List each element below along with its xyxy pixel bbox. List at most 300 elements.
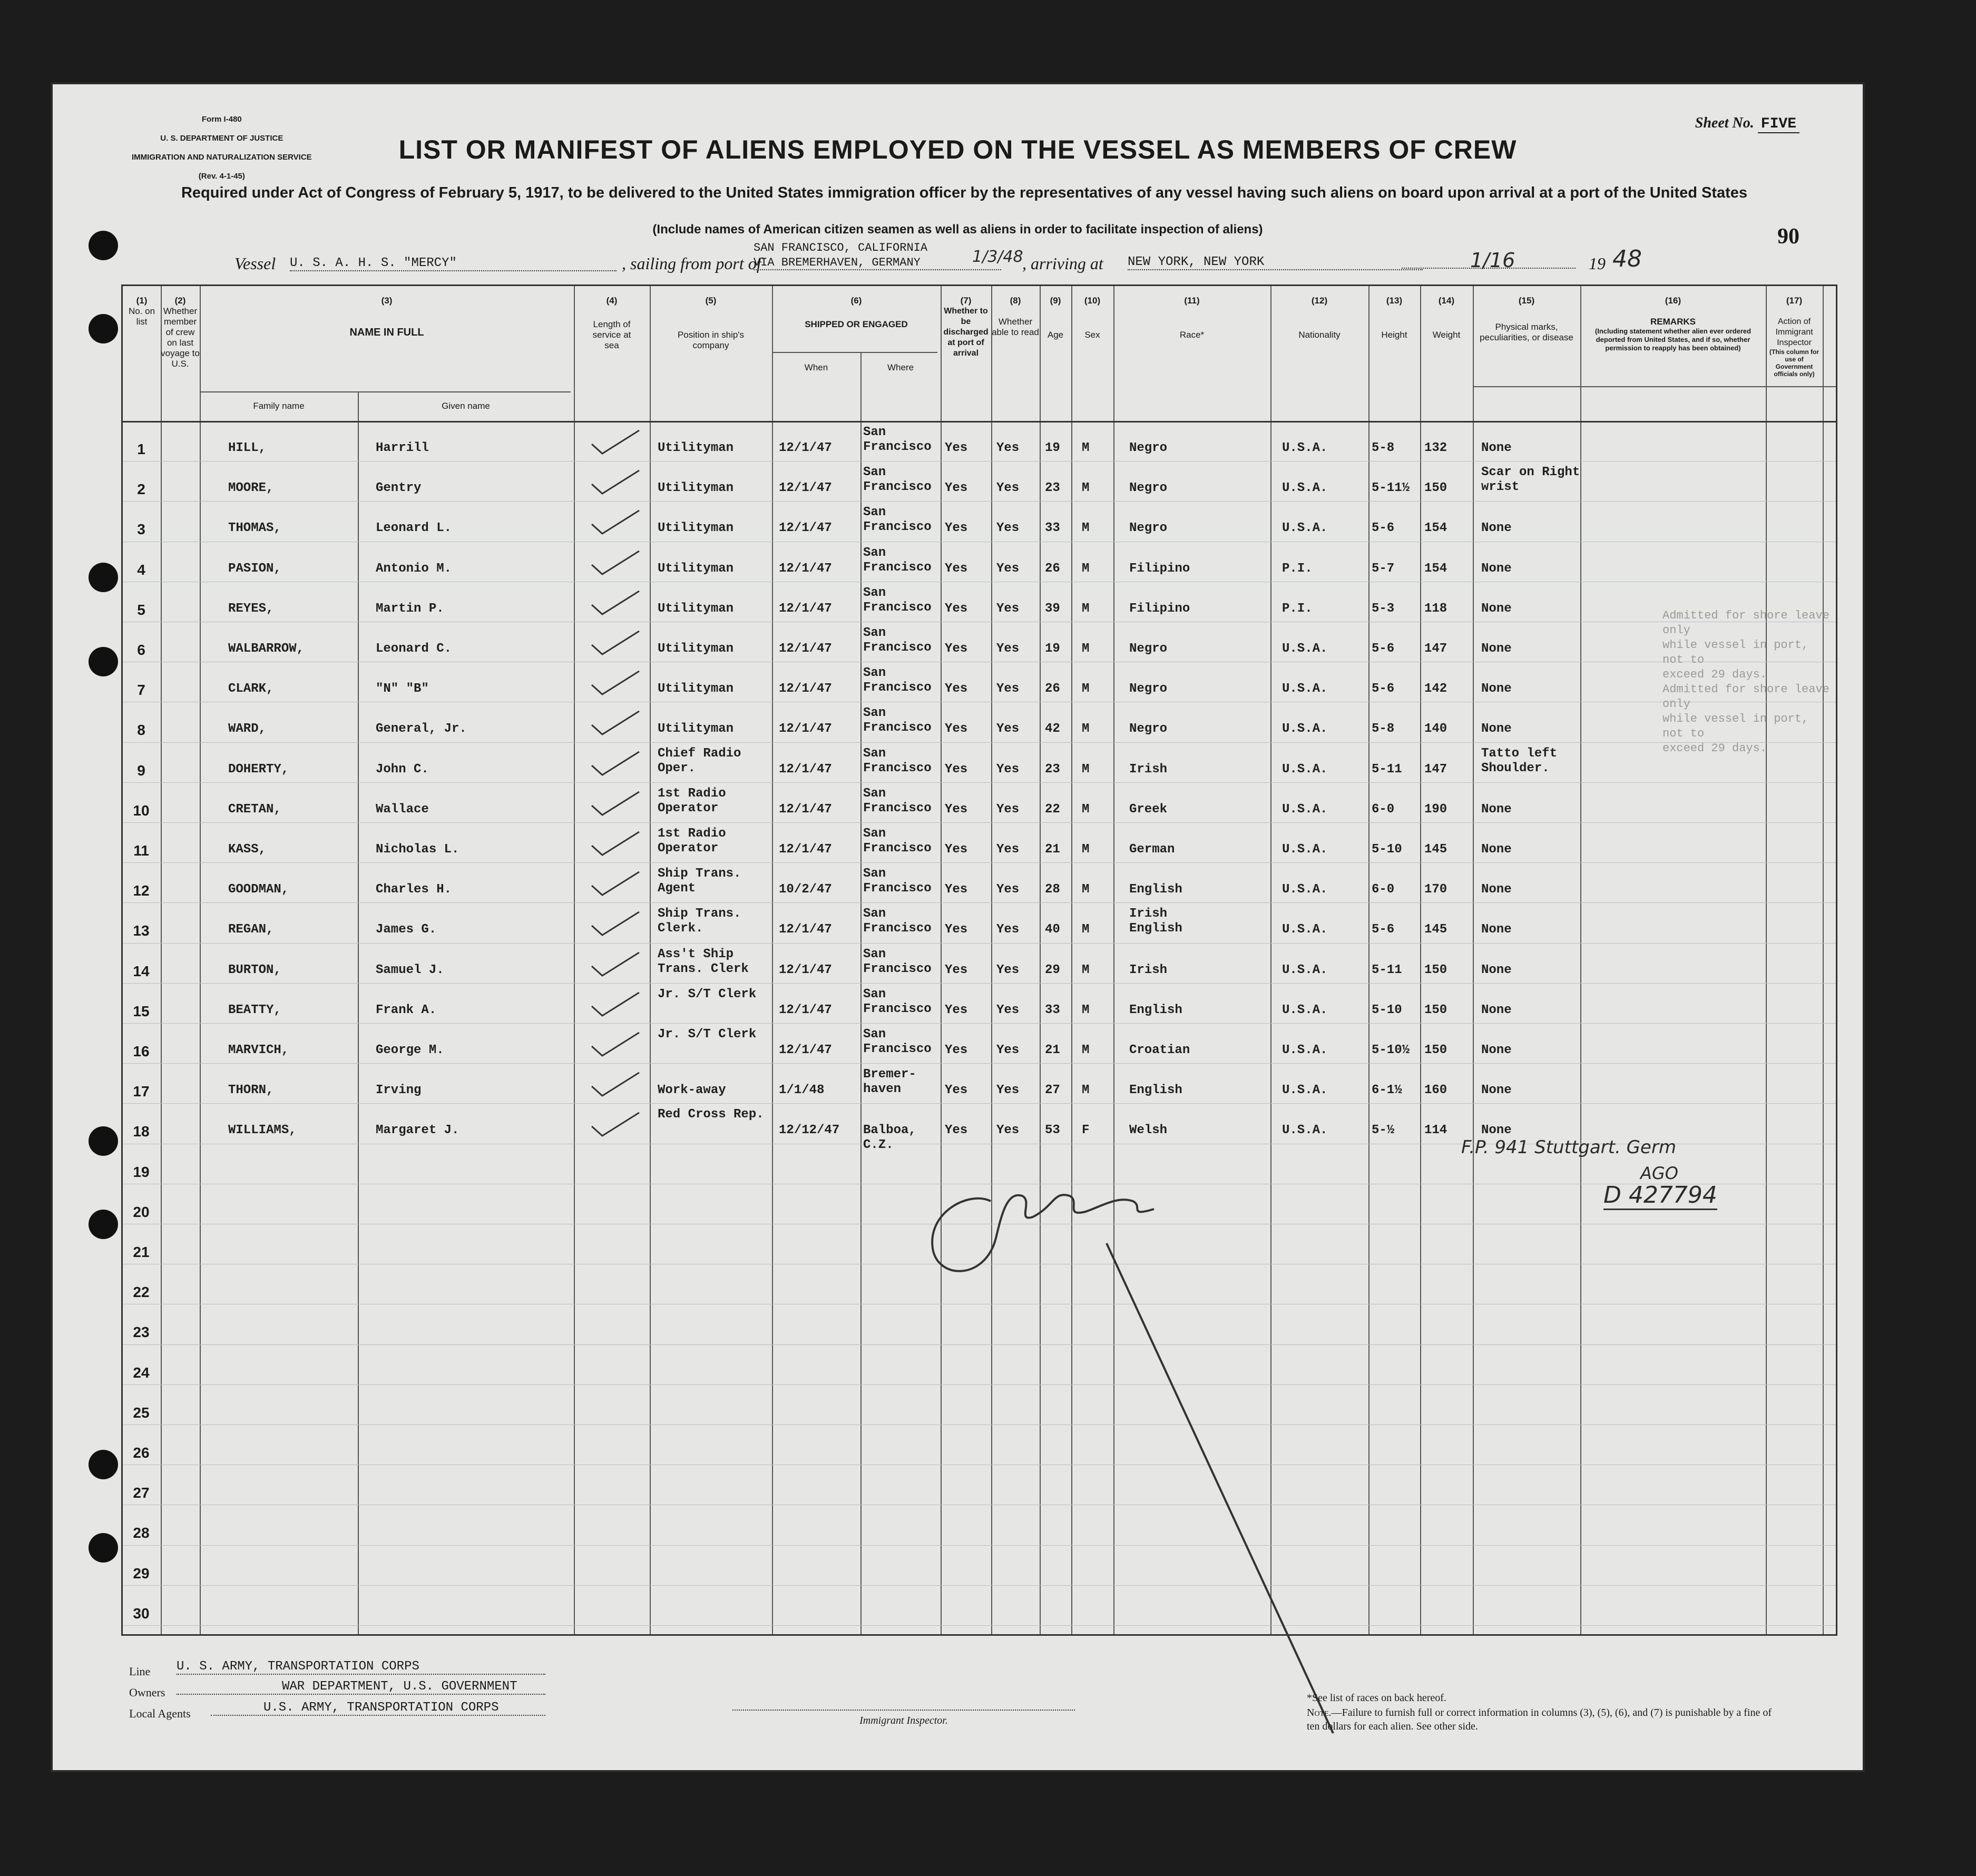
cell-read: Yes xyxy=(996,802,1020,817)
col14-number: (14) xyxy=(1438,296,1455,306)
arriving-port: NEW YORK, NEW YORK xyxy=(1128,255,1423,270)
row-number: 28 xyxy=(133,1525,150,1541)
cell-position: Jr. S/T Clerk xyxy=(658,987,757,1001)
row-number: 2 xyxy=(137,481,145,498)
cell-nationality: U.S.A. xyxy=(1282,842,1328,857)
cell-marks: None xyxy=(1481,1043,1512,1057)
col8-header: Whether able to read xyxy=(992,317,1039,337)
col8-number: (8) xyxy=(1010,296,1021,306)
cell-position: 1st Radio Operator xyxy=(658,786,726,816)
cell-sex: M xyxy=(1082,1043,1090,1057)
cell-position: Chief Radio Oper. xyxy=(658,746,741,775)
col17-number: (17) xyxy=(1786,296,1803,306)
cell-height: 6-1½ xyxy=(1372,1083,1402,1098)
row-number: 1 xyxy=(137,441,145,457)
col12-header: Nationality xyxy=(1298,330,1341,340)
cell-family: REYES, xyxy=(228,601,274,616)
cell-age: 21 xyxy=(1045,1043,1060,1057)
cell-given: Wallace xyxy=(376,802,429,817)
cell-position: Jr. S/T Clerk xyxy=(658,1027,757,1042)
inspector-label: Immigrant Inspector. xyxy=(859,1715,948,1726)
cell-weight: 145 xyxy=(1424,922,1447,937)
check-mark-icon xyxy=(586,950,644,977)
col7-number: (7) xyxy=(960,296,972,306)
cell-given: Samuel J. xyxy=(376,962,444,977)
check-mark-icon xyxy=(586,830,644,856)
cell-race: Croatian xyxy=(1129,1043,1190,1057)
cell-read: Yes xyxy=(996,1043,1020,1057)
cell-sex: M xyxy=(1082,722,1090,736)
stamp-line-1-repeat: Admitted for shore leave only xyxy=(1662,683,1830,711)
row-number: 12 xyxy=(133,882,150,899)
check-mark-icon xyxy=(586,750,644,776)
cell-position: Utilityman xyxy=(658,642,734,656)
row-number: 9 xyxy=(137,762,145,779)
arrival-date: 1/16 xyxy=(1470,249,1515,272)
cell-where: San Francisco xyxy=(863,987,932,1016)
cell-read: Yes xyxy=(996,762,1020,777)
cell-read: Yes xyxy=(996,962,1020,977)
cell-sex: M xyxy=(1082,762,1090,777)
cell-disch: Yes xyxy=(945,561,968,576)
cell-nationality: U.S.A. xyxy=(1282,441,1328,455)
col10-header: Sex xyxy=(1084,330,1100,340)
cell-when: 12/1/47 xyxy=(779,1043,832,1057)
line-value: U. S. ARMY, TRANSPORTATION CORPS xyxy=(177,1659,545,1675)
cell-when: 12/1/47 xyxy=(779,762,832,777)
cell-position: Utilityman xyxy=(658,441,734,455)
check-mark-icon xyxy=(586,589,644,615)
cell-nationality: U.S.A. xyxy=(1282,1123,1328,1138)
cell-race: English xyxy=(1129,1003,1182,1017)
cell-where: San Francisco xyxy=(863,585,932,615)
punch-hole xyxy=(89,1210,118,1239)
remarks-handwritten-ago: AGO xyxy=(1640,1163,1678,1183)
cell-read: Yes xyxy=(996,922,1020,937)
cell-age: 22 xyxy=(1045,802,1060,817)
penalty-note xyxy=(1307,1706,1781,1733)
cell-race: Negro xyxy=(1129,441,1168,455)
cell-nationality: U.S.A. xyxy=(1282,481,1328,496)
col9-header: Age xyxy=(1047,330,1064,340)
cell-height: 5-½ xyxy=(1372,1123,1395,1138)
col3-header: NAME IN FULL xyxy=(349,327,424,338)
cell-marks: None xyxy=(1481,802,1512,817)
cell-position: Utilityman xyxy=(658,722,734,736)
col15-header: Physical marks, peculiarities, or disease xyxy=(1480,322,1573,342)
cell-race: German xyxy=(1129,842,1175,857)
cell-when: 12/1/47 xyxy=(779,1003,832,1017)
cell-disch: Yes xyxy=(945,1043,968,1057)
col13-header: Height xyxy=(1381,330,1407,340)
cell-given: John C. xyxy=(376,762,429,777)
cell-race: Welsh xyxy=(1129,1123,1168,1138)
check-mark-icon xyxy=(586,709,644,735)
punch-hole xyxy=(89,1533,118,1563)
cell-family: CRETAN, xyxy=(228,802,281,817)
cell-disch: Yes xyxy=(945,842,968,857)
cell-age: 23 xyxy=(1045,481,1060,496)
stamp-line-3: exceed 29 days. xyxy=(1662,668,1767,681)
cell-when: 12/1/47 xyxy=(779,962,832,977)
cell-given: Leonard C. xyxy=(376,642,452,656)
punch-hole xyxy=(89,563,118,592)
cell-height: 5-6 xyxy=(1372,521,1395,536)
cell-marks: None xyxy=(1481,642,1512,656)
local-agents-value: U.S. ARMY, TRANSPORTATION CORPS xyxy=(211,1701,545,1716)
cell-when: 12/1/47 xyxy=(779,642,832,656)
cell-age: 26 xyxy=(1045,682,1060,696)
races-note: *See list of races on back hereof. xyxy=(1307,1692,1446,1704)
row-number: 19 xyxy=(133,1163,150,1180)
cell-nationality: U.S.A. xyxy=(1282,962,1328,977)
cell-read: Yes xyxy=(996,441,1020,455)
inspector-signature xyxy=(896,1159,1423,1739)
col17-header: Action of Immigrant Inspector xyxy=(1775,317,1813,347)
cell-family: BURTON, xyxy=(228,962,281,977)
cell-when: 12/1/47 xyxy=(779,441,832,455)
cell-height: 5-10 xyxy=(1372,842,1402,857)
cell-height: 6-0 xyxy=(1372,882,1395,897)
cell-weight: 142 xyxy=(1424,682,1447,696)
sheet-number xyxy=(1695,115,1799,132)
check-mark-icon xyxy=(586,1111,644,1137)
cell-disch: Yes xyxy=(945,601,968,616)
cell-weight: 154 xyxy=(1424,561,1447,576)
cell-given: Leonard L. xyxy=(376,521,452,536)
cell-read: Yes xyxy=(996,1083,1020,1098)
cell-age: 27 xyxy=(1045,1083,1060,1098)
col11-header: Race* xyxy=(1179,330,1205,340)
cell-when: 12/1/47 xyxy=(779,922,832,937)
cell-position: Utilityman xyxy=(658,521,734,536)
cell-read: Yes xyxy=(996,601,1020,616)
col1-number: (1) xyxy=(136,296,148,306)
cell-when: 12/12/47 xyxy=(779,1123,840,1138)
cell-disch: Yes xyxy=(945,1083,968,1098)
col9-number: (9) xyxy=(1050,296,1061,306)
cell-sex: M xyxy=(1082,682,1090,696)
inspector-line xyxy=(732,1710,1075,1711)
cell-position: Utilityman xyxy=(658,682,734,696)
page-number: 90 xyxy=(1777,224,1799,249)
cell-marks: Tatto left Shoulder. xyxy=(1481,746,1558,775)
port-line-2: VIA BREMERHAVEN, GERMANY xyxy=(754,256,1001,270)
cell-race: Filipino xyxy=(1129,601,1190,616)
col3-number: (3) xyxy=(381,296,393,306)
cell-age: 28 xyxy=(1045,882,1060,897)
row-number: 10 xyxy=(133,802,150,819)
cell-sex: M xyxy=(1082,802,1090,817)
stamp-line-3-repeat: exceed 29 days. xyxy=(1662,742,1767,755)
row-number: 3 xyxy=(137,521,145,538)
row-number: 20 xyxy=(133,1203,150,1220)
punch-hole xyxy=(89,1450,118,1479)
cell-position: Work-away xyxy=(658,1083,726,1098)
sheet-value: FIVE xyxy=(1758,116,1799,133)
row-number: 18 xyxy=(133,1123,150,1140)
cell-position: Ship Trans. Agent xyxy=(658,867,741,896)
cell-marks: None xyxy=(1481,441,1512,455)
cell-weight: 150 xyxy=(1424,1043,1447,1057)
row-number: 26 xyxy=(133,1445,150,1461)
sailing-label: , sailing from port of xyxy=(622,254,761,273)
cell-marks: None xyxy=(1481,1123,1512,1138)
check-mark-icon xyxy=(586,629,644,655)
check-mark-icon xyxy=(586,508,644,535)
col13-number: (13) xyxy=(1386,296,1403,306)
cell-disch: Yes xyxy=(945,802,968,817)
col5-number: (5) xyxy=(705,296,717,306)
arriving-label: , arriving at xyxy=(1022,254,1103,273)
cell-race: Irish English xyxy=(1129,907,1182,936)
row-number: 11 xyxy=(133,842,149,859)
cell-height: 5-3 xyxy=(1372,601,1395,616)
cell-race: Greek xyxy=(1129,802,1168,817)
cell-where: San Francisco xyxy=(863,465,932,495)
col4-header: Length of service at sea xyxy=(592,319,631,350)
cell-where: San Francisco xyxy=(863,786,932,816)
row-number: 8 xyxy=(137,722,145,739)
remarks-handwritten-id: D 427794 xyxy=(1603,1182,1717,1210)
check-mark-icon xyxy=(586,910,644,936)
cell-position: Utilityman xyxy=(658,481,734,496)
col2-header: Whether member of crew on last voyage to U.S. xyxy=(161,306,200,369)
cell-given: Margaret J. xyxy=(376,1123,459,1138)
col12-number: (12) xyxy=(1311,296,1328,306)
row-number: 4 xyxy=(137,561,145,578)
col14-header: Weight xyxy=(1432,330,1461,340)
cell-race: Negro xyxy=(1129,722,1168,736)
cell-age: 26 xyxy=(1045,561,1060,576)
cell-nationality: U.S.A. xyxy=(1282,722,1328,736)
col6-when-header: When xyxy=(804,362,828,372)
punch-hole xyxy=(89,231,118,260)
cell-weight: 170 xyxy=(1424,882,1447,897)
cell-marks: None xyxy=(1481,561,1512,576)
row-number: 16 xyxy=(133,1043,150,1059)
cell-position: Ship Trans. Clerk. xyxy=(658,907,741,936)
col3-family-header: Family name xyxy=(253,401,305,411)
cell-sex: M xyxy=(1082,481,1090,496)
col6-header: SHIPPED OR ENGAGED xyxy=(805,319,908,329)
requirement-text: Required under Act of Congress of February 5, 1917, to be delivered to the United States immigration officer by the representatives of any vessel having such aliens on board upon arrival at a port of the United States xyxy=(181,184,1748,201)
cell-disch: Yes xyxy=(945,642,968,656)
cell-race: Negro xyxy=(1129,682,1168,696)
row-number: 30 xyxy=(133,1605,150,1622)
row-number: 15 xyxy=(133,1003,150,1019)
form-number: Form I-480 xyxy=(201,115,242,124)
cell-when: 12/1/47 xyxy=(779,802,832,817)
row-number: 29 xyxy=(133,1565,150,1582)
cell-family: DOHERTY, xyxy=(228,762,289,777)
cell-sex: M xyxy=(1082,642,1090,656)
cell-given: Charles H. xyxy=(376,882,452,897)
row-number: 14 xyxy=(133,962,150,979)
cell-weight: 190 xyxy=(1424,802,1447,817)
cell-age: 19 xyxy=(1045,441,1060,455)
note-text: —Failure to furnish full or correct information in columns (3), (5), (6), and (7) is punishable by a fine of ten dollars for each alien. See other side. xyxy=(1307,1707,1772,1732)
cell-race: English xyxy=(1129,1083,1182,1098)
sailing-date: 1/3/48 xyxy=(972,248,1023,266)
cell-sex: M xyxy=(1082,962,1090,977)
col6-number: (6) xyxy=(850,296,862,306)
cell-marks: None xyxy=(1481,722,1512,736)
check-mark-icon xyxy=(586,428,644,455)
col1-header: No. on list xyxy=(128,306,155,327)
cell-where: San Francisco xyxy=(863,425,932,454)
cell-family: MARVICH, xyxy=(228,1043,289,1057)
cell-weight: 118 xyxy=(1424,601,1447,616)
cell-family: WILLIAMS, xyxy=(228,1123,297,1138)
cell-position: Ass't Ship Trans. Clerk xyxy=(658,947,749,976)
cell-race: Negro xyxy=(1129,481,1168,496)
cell-nationality: U.S.A. xyxy=(1282,1003,1328,1017)
row-number: 22 xyxy=(133,1284,150,1301)
cell-disch: Yes xyxy=(945,1123,968,1138)
cell-position: Utilityman xyxy=(658,561,734,576)
sheet-label: Sheet No. xyxy=(1695,115,1754,131)
col4-number: (4) xyxy=(606,296,618,306)
stamp-line-1: Admitted for shore leave only xyxy=(1662,609,1830,637)
cell-age: 29 xyxy=(1045,962,1060,977)
cell-age: 53 xyxy=(1045,1123,1060,1138)
cell-disch: Yes xyxy=(945,722,968,736)
cell-when: 12/1/47 xyxy=(779,682,832,696)
cell-nationality: U.S.A. xyxy=(1282,682,1328,696)
cell-sex: M xyxy=(1082,601,1090,616)
vessel-label: Vessel xyxy=(234,254,276,273)
cell-family: HILL, xyxy=(228,441,267,455)
cell-family: KASS, xyxy=(228,842,267,857)
cell-where: Balboa, C.Z. xyxy=(863,1123,916,1153)
cell-nationality: P.I. xyxy=(1282,601,1313,616)
cell-height: 5-6 xyxy=(1372,682,1395,696)
cell-age: 23 xyxy=(1045,762,1060,777)
cell-where: San Francisco xyxy=(863,827,932,856)
include-note: (Include names of American citizen seamen as well as aliens in order to facilitate inspection of aliens) xyxy=(652,222,1263,237)
cell-nationality: U.S.A. xyxy=(1282,802,1328,817)
cell-height: 6-0 xyxy=(1372,802,1395,817)
col16-number: (16) xyxy=(1665,296,1681,306)
line-label: Line xyxy=(129,1665,151,1678)
cell-age: 40 xyxy=(1045,922,1060,937)
cell-where: San Francisco xyxy=(863,947,932,976)
row-number: 7 xyxy=(137,682,145,699)
cell-read: Yes xyxy=(996,842,1020,857)
cell-given: Martin P. xyxy=(376,601,444,616)
cell-weight: 150 xyxy=(1424,1003,1447,1017)
cell-where: San Francisco xyxy=(863,706,932,735)
check-mark-icon xyxy=(586,1070,644,1097)
cell-marks: None xyxy=(1481,1083,1512,1098)
cell-given: Antonio M. xyxy=(376,561,452,576)
cell-family: GOODMAN, xyxy=(228,882,289,897)
col10-number: (10) xyxy=(1084,296,1101,306)
cell-family: WALBARROW, xyxy=(228,642,305,656)
cell-read: Yes xyxy=(996,642,1020,656)
col5-header: Position in ship's company xyxy=(677,330,745,350)
cell-height: 5-6 xyxy=(1372,642,1395,656)
cell-given: Gentry xyxy=(376,481,422,496)
year-prefix: 19 xyxy=(1589,254,1606,273)
cell-sex: M xyxy=(1082,521,1090,536)
revision: (Rev. 4-1-45) xyxy=(198,172,245,181)
cell-marks: Scar on Right wrist xyxy=(1481,465,1580,495)
col2-number: (2) xyxy=(174,296,186,306)
cell-race: Irish xyxy=(1129,962,1168,977)
cell-age: 33 xyxy=(1045,1003,1060,1017)
cell-race: Negro xyxy=(1129,642,1168,656)
row-number: 25 xyxy=(133,1404,150,1421)
remarks-stamp xyxy=(1662,608,1836,756)
page-title: LIST OR MANIFEST OF ALIENS EMPLOYED ON THE VESSEL AS MEMBERS OF CREW xyxy=(398,135,1517,164)
row-number: 5 xyxy=(137,601,145,618)
col6-where-header: Where xyxy=(887,362,914,372)
cell-height: 5-11 xyxy=(1372,762,1402,777)
cell-disch: Yes xyxy=(945,1003,968,1017)
cell-sex: M xyxy=(1082,1083,1090,1098)
punch-hole xyxy=(89,647,118,676)
cell-where: San Francisco xyxy=(863,746,932,775)
cell-disch: Yes xyxy=(945,682,968,696)
cell-nationality: P.I. xyxy=(1282,561,1313,576)
row-number: 27 xyxy=(133,1485,150,1501)
cell-marks: None xyxy=(1481,882,1512,897)
remarks-handwritten-fp: F.P. 941 Stuttgart. Germ xyxy=(1461,1137,1676,1158)
cell-read: Yes xyxy=(996,561,1020,576)
cell-family: BEATTY, xyxy=(228,1003,281,1017)
cell-when: 10/2/47 xyxy=(779,882,832,897)
cell-when: 12/1/47 xyxy=(779,481,832,496)
cell-where: San Francisco xyxy=(863,907,932,936)
cell-nationality: U.S.A. xyxy=(1282,1043,1328,1057)
cell-nationality: U.S.A. xyxy=(1282,762,1328,777)
cell-weight: 147 xyxy=(1424,762,1447,777)
cell-family: THORN, xyxy=(228,1083,274,1098)
cell-height: 5-10½ xyxy=(1372,1043,1410,1057)
cell-weight: 145 xyxy=(1424,842,1447,857)
note-label: Note. xyxy=(1307,1707,1332,1718)
cell-given: Frank A. xyxy=(376,1003,437,1017)
row-number: 21 xyxy=(133,1244,150,1260)
manifest-sheet xyxy=(53,84,1863,1770)
cell-height: 5-8 xyxy=(1372,441,1395,455)
row-number: 17 xyxy=(133,1083,150,1100)
col11-number: (11) xyxy=(1184,296,1200,306)
cell-race: English xyxy=(1129,882,1182,897)
punch-hole xyxy=(89,1126,118,1156)
cell-read: Yes xyxy=(996,521,1020,536)
cell-when: 12/1/47 xyxy=(779,561,832,576)
cell-family: MOORE, xyxy=(228,481,274,496)
cell-marks: None xyxy=(1481,601,1512,616)
check-mark-icon xyxy=(586,1030,644,1057)
cell-nationality: U.S.A. xyxy=(1282,642,1328,656)
cell-disch: Yes xyxy=(945,481,968,496)
cell-where: San Francisco xyxy=(863,545,932,575)
cell-marks: None xyxy=(1481,922,1512,937)
cell-read: Yes xyxy=(996,1003,1020,1017)
cell-nationality: U.S.A. xyxy=(1282,521,1328,536)
cell-height: 5-11½ xyxy=(1372,481,1410,496)
cell-sex: M xyxy=(1082,922,1090,937)
check-mark-icon xyxy=(586,990,644,1017)
cell-where: San Francisco xyxy=(863,1027,932,1056)
cell-given: Nicholas L. xyxy=(376,842,459,857)
cell-disch: Yes xyxy=(945,962,968,977)
col3-given-header: Given name xyxy=(442,401,490,411)
